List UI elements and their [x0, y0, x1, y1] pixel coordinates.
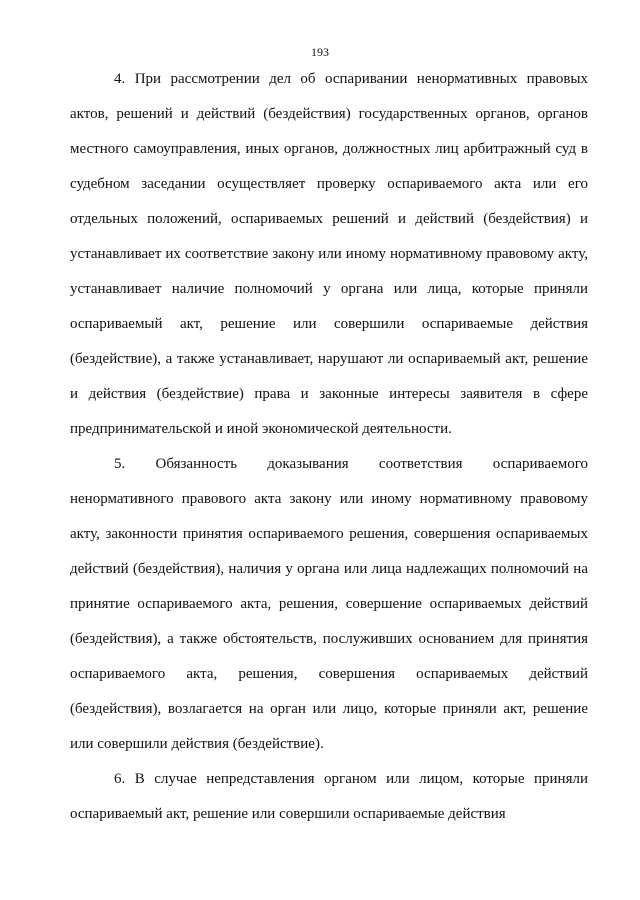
- page-number: 193: [311, 45, 329, 59]
- document-body: [70, 62, 588, 832]
- paragraph-4: 4. При рассмотрении дел об оспаривании ненормативных правовых актов, решений и действий (бездействия) государственных органов, органов местного самоуправления, иных органов, должностных лиц арбитражный суд в судебном заседании осуществляет проверку оспариваемого акта или его отдельных положений, оспариваемых решений и действий (бездействия) и устанавливает их соответствие закону или иному нормативному правовому акту, устанавливает наличие полномочий у органа или лица, которые приняли оспариваемый акт, решение или совершили оспариваемые действия (бездействие), а также устанавливает, нарушают ли оспариваемый акт, решение и действия (бездействие) права и законные интересы заявителя в сфере предпринимательской и иной экономической деятельности.: [70, 71, 588, 437]
- paragraph-5: 5. Обязанность доказывания соответствия оспариваемого ненормативного правового акта закону или иному нормативному правовому акту, законности принятия оспариваемого решения, совершения оспариваемых действий (бездействия), наличия у органа или лица надлежащих полномочий на принятие оспариваемого акта, решения, совершение оспариваемых действий (бездействия), а также обстоятельств, послуживших основанием для принятия оспариваемого акта, решения, совершения оспариваемых действий (бездействия), возлагается на орган или лицо, которые приняли акт, решение или совершили действия (бездействие).: [70, 456, 588, 752]
- paragraph-6: 6. В случае непредставления органом или лицом, которые приняли оспариваемый акт, решение или совершили оспариваемые действия: [70, 771, 588, 822]
